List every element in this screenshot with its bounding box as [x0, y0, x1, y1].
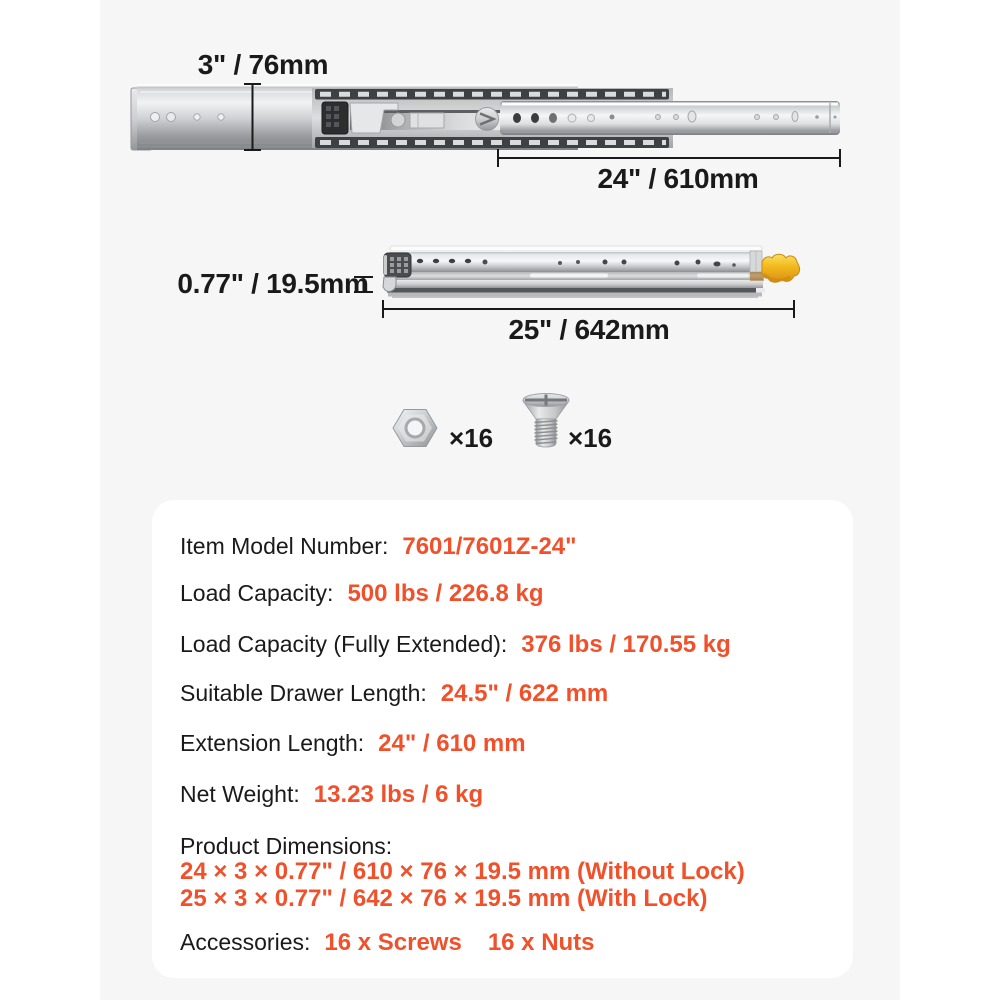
spec-value: 24.5" / 622 mm	[440, 680, 609, 707]
spec-row-net-weight	[180, 778, 483, 811]
spec-row-load-capacity-extended	[180, 628, 731, 661]
drawer-slide-diagram	[0, 0, 1000, 480]
spec-label: Suitable Drawer Length:	[180, 680, 427, 706]
screw-count-label: ×16	[568, 423, 613, 453]
extended-slide-height-label: 3" / 76mm	[197, 49, 329, 80]
spec-row-extension-length	[180, 727, 526, 760]
hex-nut-icon	[393, 410, 437, 447]
spec-row-model	[180, 530, 577, 563]
spec-value: 24" / 610 mm	[378, 730, 526, 757]
accessories-screws: 16 x Screws	[324, 929, 462, 956]
closed-slide-length-label: 25" / 642mm	[508, 314, 670, 345]
product-dimensions-without-lock: 24 × 3 × 0.77" / 610 × 76 × 19.5 mm (Without Lock)	[180, 858, 745, 885]
spec-value: 500 lbs / 226.8 kg	[347, 580, 544, 607]
spec-row-accessories	[180, 926, 595, 959]
closed-slide-drawing	[383, 246, 800, 298]
spec-value: 376 lbs / 170.55 kg	[521, 631, 731, 658]
spec-card	[152, 500, 853, 978]
spec-row-load-capacity	[180, 577, 544, 610]
closed-slide-thickness-label: 0.77" / 19.5mm	[177, 268, 369, 299]
accessories-nuts: 16 x Nuts	[487, 929, 595, 956]
product-dimensions-with-lock: 25 × 3 × 0.77" / 642 × 76 × 19.5 mm (With Lock)	[180, 885, 708, 912]
spec-label: Item Model Number:	[180, 533, 389, 559]
extended-slide-length-label: 24" / 610mm	[597, 163, 759, 194]
nut-count-label: ×16	[449, 423, 494, 453]
spec-label: Product Dimensions:	[180, 833, 393, 859]
spec-label: Accessories:	[180, 929, 311, 955]
spec-label: Load Capacity (Fully Extended):	[180, 631, 508, 657]
countersunk-screw-icon	[523, 394, 569, 448]
spec-value: 13.23 lbs / 6 kg	[313, 781, 484, 808]
spec-label: Net Weight:	[180, 781, 300, 807]
spec-value: 7601/7601Z-24"	[402, 533, 577, 560]
spec-label: Extension Length:	[180, 730, 365, 756]
extended-slide-drawing	[131, 84, 840, 150]
spec-row-drawer-length	[180, 677, 608, 710]
spec-label: Load Capacity:	[180, 580, 334, 606]
